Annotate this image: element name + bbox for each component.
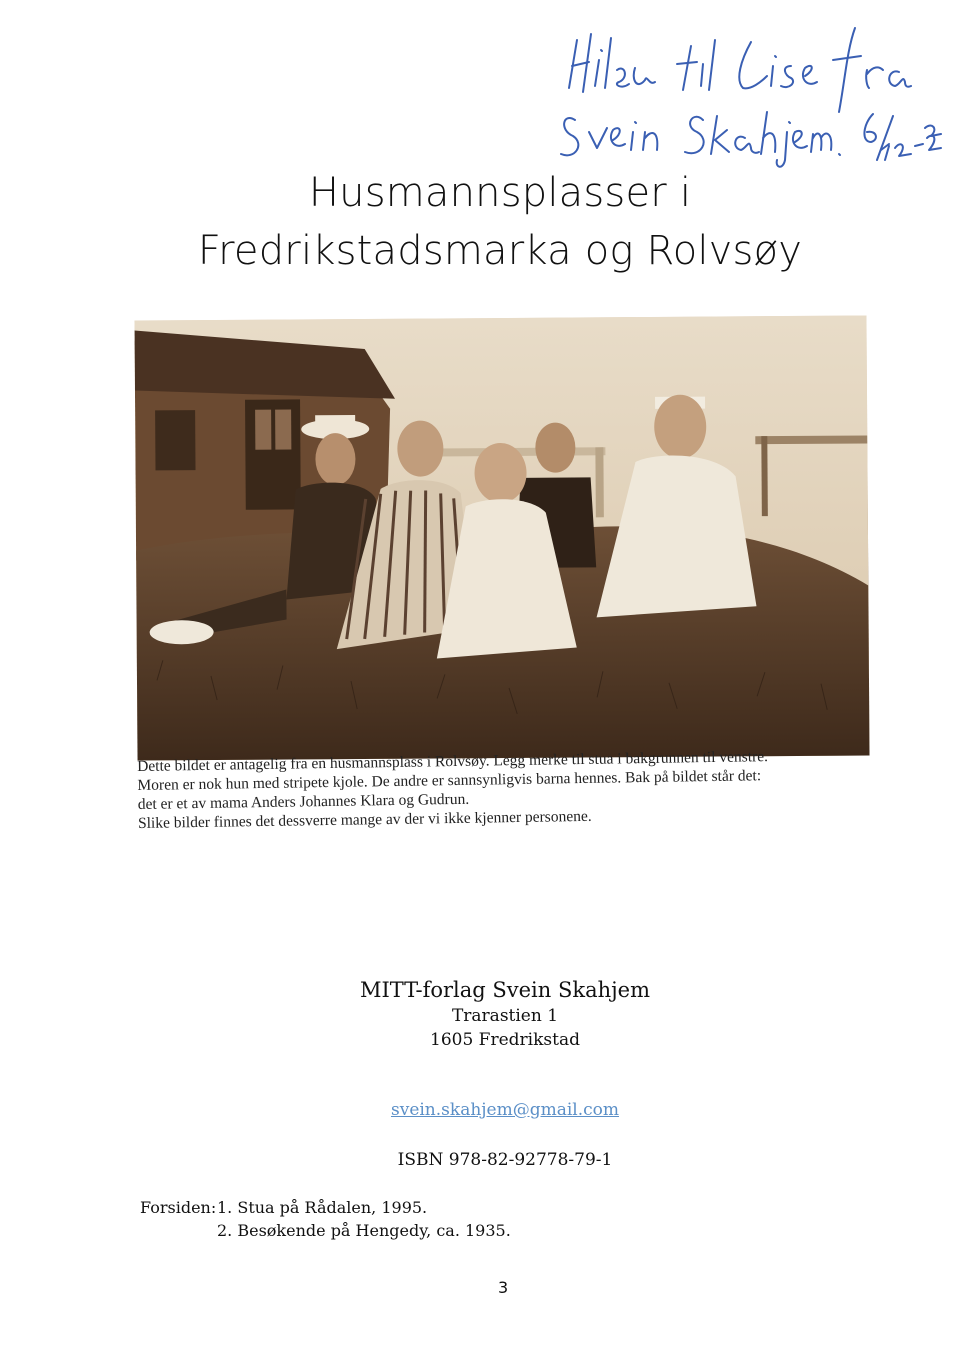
front-cover-item: 2. Besøkende på Hengedy, ca. 1935. bbox=[217, 1221, 511, 1240]
handwritten-dedication-drawing bbox=[555, 20, 945, 170]
handwritten-dedication bbox=[555, 20, 945, 170]
caption-line: Slike bilder finnes det dessverre mange av der vi ikke kjenner personene. bbox=[137, 807, 592, 832]
caption-line: det er et av mama Anders Johannes Klara og Gudrun. bbox=[137, 790, 470, 813]
isbn: ISBN 978-82-92778-79-1 bbox=[397, 1150, 613, 1170]
email-link[interactable]: svein.skahjem@gmail.com bbox=[390, 1100, 620, 1120]
historical-photograph bbox=[134, 315, 869, 760]
page-number: 3 bbox=[498, 1278, 509, 1297]
title-line-1: Husmannsplasser i bbox=[308, 170, 692, 216]
caption-line: Dette bildet er antagelig fra en husmannsplass i Rolvsøy. Legg merke til stua i bakgrunnen til venstre. bbox=[137, 748, 769, 775]
title-line-2: Fredrikstadsmarka og Rolvsøy bbox=[197, 228, 803, 274]
caption-line: Moren er nok hun med stripete kjole. De andre er sannsynligvis barna hennes. Bak på bildet står det: bbox=[137, 767, 762, 794]
front-cover-item: 1. Stua på Rådalen, 1995. bbox=[217, 1198, 428, 1217]
photo-drawing bbox=[134, 315, 869, 760]
publisher-city: 1605 Fredrikstad bbox=[430, 1030, 580, 1050]
photo-caption bbox=[137, 745, 898, 833]
publisher-name: MITT-forlag Svein Skahjem bbox=[359, 978, 650, 1002]
publisher-street: Trarastien 1 bbox=[451, 1006, 559, 1026]
front-cover-label: Forsiden: bbox=[140, 1198, 217, 1217]
